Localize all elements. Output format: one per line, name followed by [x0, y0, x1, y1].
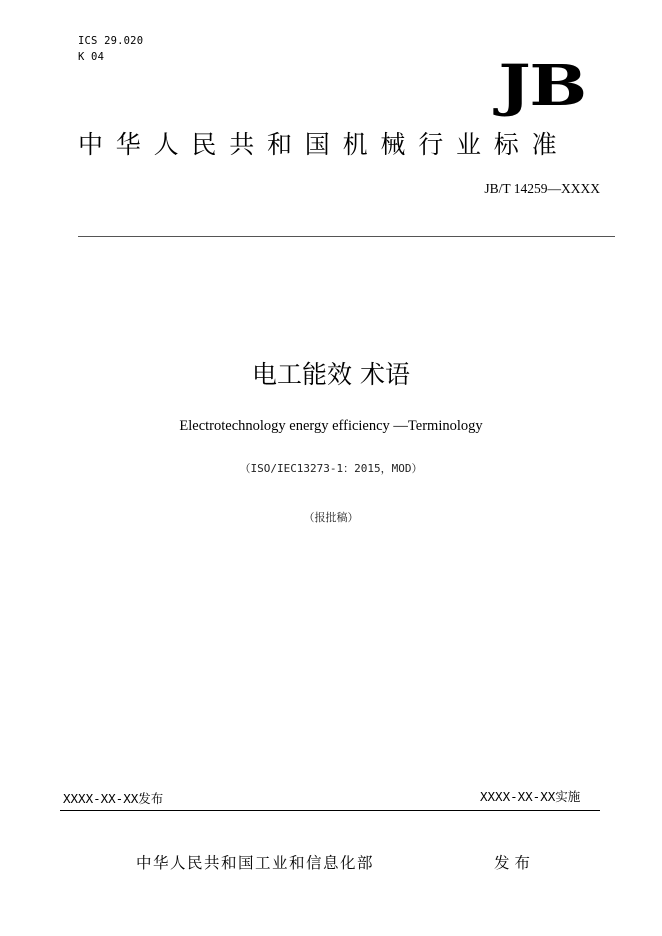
issue-verb: 发布 [494, 854, 536, 872]
issuing-authority: 中华人民共和国工业和信息化部 [136, 854, 375, 872]
jb-logo: JB [498, 53, 586, 119]
ccs-code: K 04 [78, 51, 105, 63]
document-title: 电工能效 术语 [252, 360, 410, 389]
standard-number: JB/T 14259—XXXX [484, 181, 600, 196]
adoption-reference: （ISO/IEC13273-1：2015，MOD） [239, 462, 423, 475]
implementation-date: XXXX-XX-XX实施 [480, 789, 581, 804]
footer-divider [60, 810, 600, 811]
header-divider [78, 236, 615, 237]
ics-code: ICS 29.020 [78, 35, 144, 47]
classification-codes [78, 33, 143, 65]
document-title-english: Electrotechnology energy efficiency —Terminology [179, 418, 483, 434]
issue-date: XXXX-XX-XX发布 [63, 791, 164, 806]
draft-status: （报批稿） [303, 511, 359, 524]
standard-category: 中华人民共和国机械行业标准 [78, 130, 570, 159]
